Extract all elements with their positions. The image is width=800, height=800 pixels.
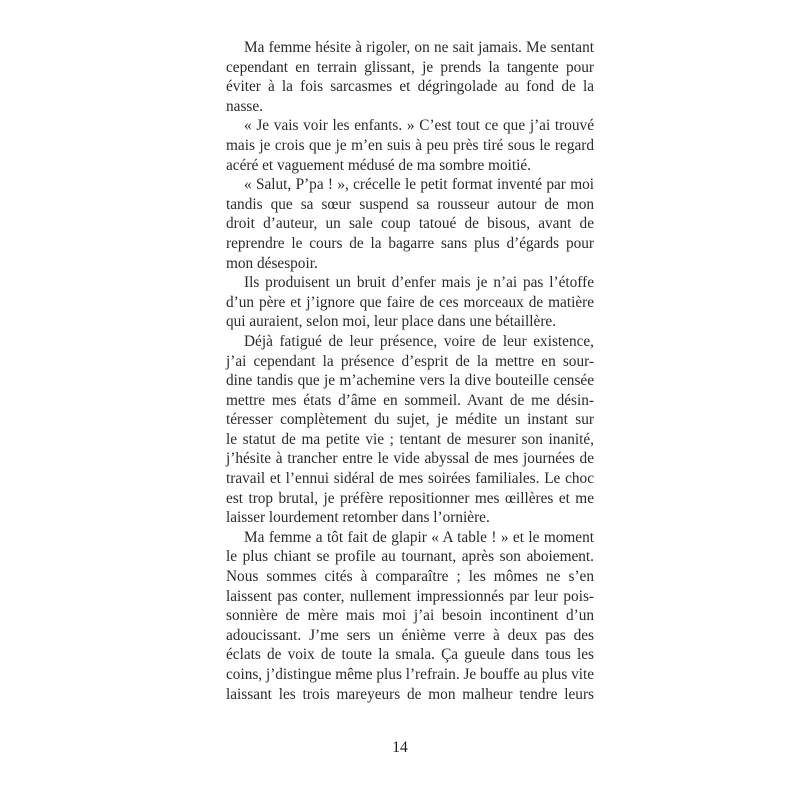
text-line: « Je vais voir les enfants. » C’est tout ce que j’ai trouvé [244, 117, 594, 135]
paragraph [226, 528, 594, 704]
text-line: Ma femme a tôt fait de glapir « A table ! » et le moment [244, 528, 594, 546]
text-line: Déjà fatigué de leur présence, voire de leur existence, [244, 332, 594, 350]
text-line: j’hésite à trancher entre le vide abyssal de mes journées de [226, 450, 594, 468]
text-line: éclats de voix de toute la smala. Ça gueule dans tous les [226, 646, 594, 664]
text-line: éviter à la fois sarcasmes et dégringolade au fond de la [226, 78, 594, 96]
body-text [226, 38, 594, 704]
text-line: le plus chiant se profile au tournant, après son aboiement. [226, 548, 594, 566]
text-line: laisser lourdement retomber dans l’ornière. [226, 509, 490, 527]
paragraph [226, 116, 594, 175]
text-line: adoucissant. J’me sers un énième verre à deux pas des [226, 626, 594, 644]
text-line: d’un père et j’ignore que faire de ces morceaux de matière [226, 293, 594, 311]
text-line: Nous sommes cités à comparaître ; les mômes ne s’en [226, 568, 594, 586]
page-number: 14 [392, 739, 408, 756]
text-line: cependant en terrain glissant, je prends la tangente pour [226, 58, 594, 76]
text-line: est trop brutal, je préfère repositionner mes œillères et me [226, 489, 594, 507]
text-line: sonnière de mère mais moi j’ai besoin incontinent d’un [226, 607, 594, 625]
text-line: laissent pas conter, nullement impressionnés par leur pois- [226, 587, 594, 605]
paragraph [226, 38, 594, 116]
text-line: coins, j’distingue même plus l’refrain. Je bouffe au plus vite [226, 666, 595, 683]
paragraph [226, 273, 594, 332]
text-line: acéré et vaguement médusé de ma sombre moitié. [226, 156, 531, 174]
paragraph [226, 175, 594, 273]
text-line: le statut de ma petite vie ; tentant de mesurer son inanité, [226, 430, 594, 448]
text-line: nasse. [226, 97, 263, 115]
text-line: travail et l’ennui sidéral de mes soirées familiales. Le choc [226, 470, 594, 488]
text-line: tandis que sa sœur suspend sa rousseur autour de mon [226, 195, 594, 213]
text-line: reprendre le cours de la bagarre sans plus d’égards pour [226, 234, 594, 252]
text-line: j’ai cependant la présence d’esprit de la mettre en sour- [226, 352, 594, 370]
text-line: « Salut, P’pa ! », crécelle le petit format inventé par moi [244, 176, 594, 194]
text-line: dine tandis que je m’achemine vers la dive bouteille censée [226, 372, 594, 390]
text-line: Ma femme hésite à rigoler, on ne sait jamais. Me sentant [244, 39, 594, 56]
text-line: mais je crois que je m’en suis à peu près tiré sous le regard [226, 136, 594, 154]
text-line: téresser complètement du sujet, je médite un instant sur [226, 411, 594, 429]
text-line: qui auraient, selon moi, leur place dans une bétaillère. [226, 313, 557, 331]
text-line: Ils produisent un bruit d’enfer mais je n’ai pas l’étoffe [244, 274, 594, 292]
text-line: mettre mes états d’âme en sommeil. Avant de me désin- [226, 391, 594, 409]
text-line: laissant les trois mareyeurs de mon malheur tendre leurs [226, 685, 594, 703]
text-line: droit d’auteur, un sale coup tatoué de bisous, avant de [226, 215, 594, 233]
paragraph [226, 332, 594, 528]
text-line: mon désespoir. [226, 254, 318, 272]
